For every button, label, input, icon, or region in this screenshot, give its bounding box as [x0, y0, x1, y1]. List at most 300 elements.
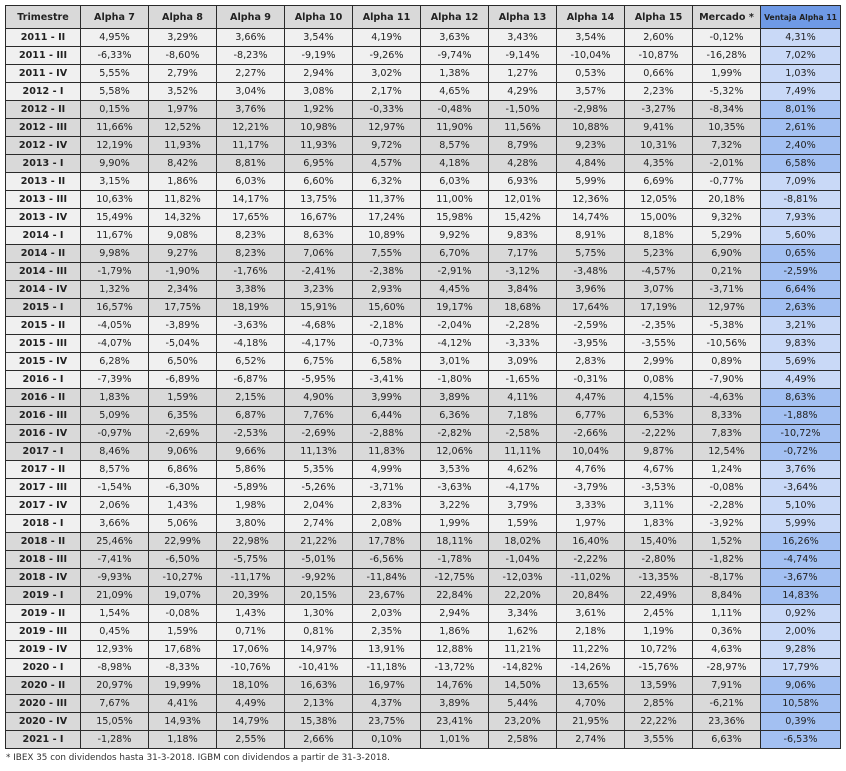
- cell-ventaja-alpha-11: -3,67%: [761, 569, 841, 587]
- cell-alpha-9: 3,76%: [217, 101, 285, 119]
- cell-alpha-15: -10,87%: [625, 47, 693, 65]
- cell-mercado: -16,28%: [693, 47, 761, 65]
- cell-alpha-14: -0,31%: [557, 371, 625, 389]
- cell-alpha-10: 2,94%: [285, 65, 353, 83]
- cell-alpha-15: 6,53%: [625, 407, 693, 425]
- cell-alpha-11: 11,37%: [353, 191, 421, 209]
- cell-alpha-7: -7,41%: [81, 551, 149, 569]
- cell-alpha-14: 16,40%: [557, 533, 625, 551]
- cell-alpha-7: 2,06%: [81, 497, 149, 515]
- cell-alpha-15: -4,57%: [625, 263, 693, 281]
- cell-ventaja-alpha-11: 5,10%: [761, 497, 841, 515]
- cell-alpha-14: 20,84%: [557, 587, 625, 605]
- cell-alpha-8: 19,99%: [149, 677, 217, 695]
- cell-alpha-7: -4,05%: [81, 317, 149, 335]
- cell-trimestre: 2015 - II: [6, 317, 81, 335]
- cell-alpha-7: -1,54%: [81, 479, 149, 497]
- cell-alpha-8: 2,34%: [149, 281, 217, 299]
- cell-alpha-10: 6,95%: [285, 155, 353, 173]
- cell-alpha-10: 7,06%: [285, 245, 353, 263]
- cell-mercado: 5,29%: [693, 227, 761, 245]
- header-mercado: Mercado *: [693, 6, 761, 29]
- cell-alpha-12: 18,11%: [421, 533, 489, 551]
- cell-trimestre: 2018 - II: [6, 533, 81, 551]
- cell-alpha-8: 17,75%: [149, 299, 217, 317]
- cell-alpha-12: -2,91%: [421, 263, 489, 281]
- cell-alpha-12: -12,75%: [421, 569, 489, 587]
- cell-alpha-10: 16,63%: [285, 677, 353, 695]
- cell-alpha-7: 1,83%: [81, 389, 149, 407]
- cell-alpha-15: -2,22%: [625, 425, 693, 443]
- cell-alpha-11: 6,32%: [353, 173, 421, 191]
- cell-alpha-9: 2,15%: [217, 389, 285, 407]
- cell-alpha-15: 10,72%: [625, 641, 693, 659]
- table-row: [6, 731, 841, 749]
- cell-alpha-14: 2,74%: [557, 731, 625, 749]
- cell-alpha-8: 9,06%: [149, 443, 217, 461]
- cell-trimestre: 2020 - III: [6, 695, 81, 713]
- cell-ventaja-alpha-11: -10,72%: [761, 425, 841, 443]
- cell-trimestre: 2017 - IV: [6, 497, 81, 515]
- cell-alpha-12: 23,41%: [421, 713, 489, 731]
- cell-alpha-7: 5,09%: [81, 407, 149, 425]
- cell-alpha-11: 2,08%: [353, 515, 421, 533]
- cell-alpha-12: -1,80%: [421, 371, 489, 389]
- cell-alpha-15: 22,22%: [625, 713, 693, 731]
- cell-ventaja-alpha-11: -6,53%: [761, 731, 841, 749]
- cell-trimestre: 2012 - III: [6, 119, 81, 137]
- cell-mercado: -7,90%: [693, 371, 761, 389]
- cell-alpha-8: 3,52%: [149, 83, 217, 101]
- cell-mercado: 8,84%: [693, 587, 761, 605]
- cell-alpha-14: 1,97%: [557, 515, 625, 533]
- cell-trimestre: 2015 - I: [6, 299, 81, 317]
- cell-alpha-10: 2,04%: [285, 497, 353, 515]
- table-row: [6, 389, 841, 407]
- cell-alpha-7: 12,19%: [81, 137, 149, 155]
- header-alpha-15: Alpha 15: [625, 6, 693, 29]
- cell-ventaja-alpha-11: -8,81%: [761, 191, 841, 209]
- cell-alpha-15: 2,23%: [625, 83, 693, 101]
- cell-alpha-11: 11,83%: [353, 443, 421, 461]
- cell-ventaja-alpha-11: 7,09%: [761, 173, 841, 191]
- cell-alpha-15: 9,87%: [625, 443, 693, 461]
- cell-alpha-12: -2,82%: [421, 425, 489, 443]
- cell-trimestre: 2018 - I: [6, 515, 81, 533]
- cell-alpha-11: 9,72%: [353, 137, 421, 155]
- cell-alpha-9: 1,98%: [217, 497, 285, 515]
- cell-alpha-10: -2,41%: [285, 263, 353, 281]
- cell-alpha-15: 6,69%: [625, 173, 693, 191]
- cell-ventaja-alpha-11: 6,58%: [761, 155, 841, 173]
- cell-alpha-11: 23,67%: [353, 587, 421, 605]
- cell-alpha-7: 9,90%: [81, 155, 149, 173]
- cell-mercado: 0,89%: [693, 353, 761, 371]
- cell-trimestre: 2019 - III: [6, 623, 81, 641]
- cell-alpha-14: -14,26%: [557, 659, 625, 677]
- cell-mercado: 20,18%: [693, 191, 761, 209]
- cell-alpha-15: 8,18%: [625, 227, 693, 245]
- cell-alpha-11: 13,91%: [353, 641, 421, 659]
- cell-alpha-13: -9,14%: [489, 47, 557, 65]
- cell-alpha-11: 17,24%: [353, 209, 421, 227]
- cell-alpha-8: 12,52%: [149, 119, 217, 137]
- cell-alpha-10: 7,76%: [285, 407, 353, 425]
- cell-trimestre: 2021 - I: [6, 731, 81, 749]
- cell-alpha-11: 3,02%: [353, 65, 421, 83]
- cell-alpha-8: 11,82%: [149, 191, 217, 209]
- cell-alpha-7: 25,46%: [81, 533, 149, 551]
- cell-alpha-9: 8,23%: [217, 245, 285, 263]
- cell-alpha-15: -2,80%: [625, 551, 693, 569]
- cell-trimestre: 2018 - III: [6, 551, 81, 569]
- cell-alpha-10: 11,13%: [285, 443, 353, 461]
- cell-alpha-14: -3,95%: [557, 335, 625, 353]
- cell-alpha-10: 4,90%: [285, 389, 353, 407]
- cell-mercado: -5,32%: [693, 83, 761, 101]
- cell-ventaja-alpha-11: 16,26%: [761, 533, 841, 551]
- table-row: [6, 299, 841, 317]
- cell-alpha-14: 5,99%: [557, 173, 625, 191]
- cell-alpha-9: 17,65%: [217, 209, 285, 227]
- cell-alpha-8: -3,89%: [149, 317, 217, 335]
- cell-alpha-8: -6,30%: [149, 479, 217, 497]
- cell-alpha-11: 17,78%: [353, 533, 421, 551]
- cell-alpha-13: -3,33%: [489, 335, 557, 353]
- table-row: [6, 695, 841, 713]
- cell-ventaja-alpha-11: 5,60%: [761, 227, 841, 245]
- cell-alpha-9: 6,87%: [217, 407, 285, 425]
- cell-alpha-11: 4,57%: [353, 155, 421, 173]
- cell-alpha-12: 9,92%: [421, 227, 489, 245]
- footnote: * IBEX 35 con dividendos hasta 31-3-2018. IGBM con dividendos a partir de 31-3-2018.: [6, 753, 390, 763]
- cell-alpha-8: 9,08%: [149, 227, 217, 245]
- cell-mercado: 7,32%: [693, 137, 761, 155]
- cell-alpha-9: 6,52%: [217, 353, 285, 371]
- cell-ventaja-alpha-11: 0,92%: [761, 605, 841, 623]
- cell-alpha-12: 4,65%: [421, 83, 489, 101]
- cell-alpha-15: 3,11%: [625, 497, 693, 515]
- cell-alpha-15: 17,19%: [625, 299, 693, 317]
- cell-trimestre: 2018 - IV: [6, 569, 81, 587]
- cell-alpha-13: -1,04%: [489, 551, 557, 569]
- cell-mercado: 10,35%: [693, 119, 761, 137]
- cell-alpha-10: 1,92%: [285, 101, 353, 119]
- cell-ventaja-alpha-11: 9,83%: [761, 335, 841, 353]
- cell-alpha-13: 11,11%: [489, 443, 557, 461]
- table-row: [6, 659, 841, 677]
- cell-alpha-12: 15,98%: [421, 209, 489, 227]
- table-row: [6, 371, 841, 389]
- cell-alpha-14: 3,61%: [557, 605, 625, 623]
- cell-alpha-8: 9,27%: [149, 245, 217, 263]
- table-row: [6, 353, 841, 371]
- table-row: [6, 443, 841, 461]
- cell-alpha-15: 2,45%: [625, 605, 693, 623]
- cell-alpha-12: -9,74%: [421, 47, 489, 65]
- cell-alpha-9: 2,27%: [217, 65, 285, 83]
- cell-trimestre: 2011 - II: [6, 29, 81, 47]
- cell-mercado: 6,63%: [693, 731, 761, 749]
- table-row: [6, 605, 841, 623]
- header-alpha-9: Alpha 9: [217, 6, 285, 29]
- cell-ventaja-alpha-11: 2,40%: [761, 137, 841, 155]
- cell-alpha-14: 10,88%: [557, 119, 625, 137]
- cell-alpha-10: -4,17%: [285, 335, 353, 353]
- cell-alpha-14: -2,66%: [557, 425, 625, 443]
- cell-trimestre: 2013 - III: [6, 191, 81, 209]
- cell-alpha-7: -7,39%: [81, 371, 149, 389]
- table-row: [6, 281, 841, 299]
- cell-alpha-7: 0,15%: [81, 101, 149, 119]
- cell-alpha-8: -5,04%: [149, 335, 217, 353]
- cell-trimestre: 2011 - III: [6, 47, 81, 65]
- cell-alpha-11: -6,56%: [353, 551, 421, 569]
- cell-alpha-8: 19,07%: [149, 587, 217, 605]
- table-row: [6, 191, 841, 209]
- cell-alpha-9: 20,39%: [217, 587, 285, 605]
- cell-alpha-9: -6,87%: [217, 371, 285, 389]
- cell-alpha-8: 6,86%: [149, 461, 217, 479]
- cell-alpha-14: -3,48%: [557, 263, 625, 281]
- cell-ventaja-alpha-11: 5,99%: [761, 515, 841, 533]
- cell-alpha-10: -4,68%: [285, 317, 353, 335]
- cell-alpha-14: 4,84%: [557, 155, 625, 173]
- cell-ventaja-alpha-11: 9,06%: [761, 677, 841, 695]
- cell-alpha-13: -14,82%: [489, 659, 557, 677]
- cell-trimestre: 2016 - I: [6, 371, 81, 389]
- cell-alpha-11: 16,97%: [353, 677, 421, 695]
- cell-ventaja-alpha-11: 17,79%: [761, 659, 841, 677]
- cell-alpha-12: 6,03%: [421, 173, 489, 191]
- cell-alpha-12: 4,18%: [421, 155, 489, 173]
- cell-ventaja-alpha-11: 8,63%: [761, 389, 841, 407]
- cell-alpha-14: -10,04%: [557, 47, 625, 65]
- cell-alpha-9: 14,17%: [217, 191, 285, 209]
- cell-trimestre: 2013 - II: [6, 173, 81, 191]
- cell-alpha-12: 14,76%: [421, 677, 489, 695]
- cell-alpha-9: -8,23%: [217, 47, 285, 65]
- cell-trimestre: 2020 - IV: [6, 713, 81, 731]
- cell-alpha-15: 2,60%: [625, 29, 693, 47]
- cell-mercado: 1,11%: [693, 605, 761, 623]
- cell-alpha-12: -2,04%: [421, 317, 489, 335]
- table-row: [6, 227, 841, 245]
- cell-alpha-15: 2,99%: [625, 353, 693, 371]
- cell-alpha-13: 7,17%: [489, 245, 557, 263]
- table-row: [6, 245, 841, 263]
- header-ventaja-alpha-11: Ventaja Alpha 11: [761, 6, 841, 29]
- table-row: [6, 515, 841, 533]
- cell-alpha-12: 8,57%: [421, 137, 489, 155]
- cell-alpha-8: -1,90%: [149, 263, 217, 281]
- cell-alpha-11: -3,71%: [353, 479, 421, 497]
- cell-alpha-12: 2,94%: [421, 605, 489, 623]
- cell-alpha-11: 6,44%: [353, 407, 421, 425]
- cell-ventaja-alpha-11: 3,76%: [761, 461, 841, 479]
- cell-mercado: 6,90%: [693, 245, 761, 263]
- cell-alpha-15: 4,35%: [625, 155, 693, 173]
- cell-alpha-8: 1,18%: [149, 731, 217, 749]
- cell-mercado: -8,17%: [693, 569, 761, 587]
- cell-alpha-12: 3,89%: [421, 695, 489, 713]
- cell-alpha-12: 19,17%: [421, 299, 489, 317]
- cell-alpha-13: 4,11%: [489, 389, 557, 407]
- cell-alpha-7: 9,98%: [81, 245, 149, 263]
- cell-mercado: 1,24%: [693, 461, 761, 479]
- cell-alpha-10: 8,63%: [285, 227, 353, 245]
- cell-alpha-14: 14,74%: [557, 209, 625, 227]
- cell-alpha-14: 4,70%: [557, 695, 625, 713]
- cell-alpha-15: 2,85%: [625, 695, 693, 713]
- cell-trimestre: 2012 - II: [6, 101, 81, 119]
- header-alpha-7: Alpha 7: [81, 6, 149, 29]
- cell-alpha-11: -0,73%: [353, 335, 421, 353]
- cell-mercado: 4,63%: [693, 641, 761, 659]
- cell-alpha-13: 3,09%: [489, 353, 557, 371]
- cell-trimestre: 2019 - II: [6, 605, 81, 623]
- cell-alpha-13: 1,59%: [489, 515, 557, 533]
- cell-alpha-13: 6,93%: [489, 173, 557, 191]
- cell-alpha-9: 18,19%: [217, 299, 285, 317]
- cell-alpha-8: 3,29%: [149, 29, 217, 47]
- cell-mercado: -2,01%: [693, 155, 761, 173]
- cell-alpha-8: 1,59%: [149, 623, 217, 641]
- cell-alpha-8: 11,93%: [149, 137, 217, 155]
- cell-trimestre: 2019 - IV: [6, 641, 81, 659]
- cell-alpha-12: 3,22%: [421, 497, 489, 515]
- table-row: [6, 479, 841, 497]
- cell-mercado: -2,28%: [693, 497, 761, 515]
- cell-ventaja-alpha-11: -3,64%: [761, 479, 841, 497]
- cell-alpha-11: 23,75%: [353, 713, 421, 731]
- cell-alpha-7: 1,54%: [81, 605, 149, 623]
- cell-alpha-11: 2,93%: [353, 281, 421, 299]
- cell-ventaja-alpha-11: 1,03%: [761, 65, 841, 83]
- cell-ventaja-alpha-11: 6,64%: [761, 281, 841, 299]
- cell-alpha-7: 16,57%: [81, 299, 149, 317]
- cell-alpha-13: 4,28%: [489, 155, 557, 173]
- cell-alpha-8: 8,42%: [149, 155, 217, 173]
- cell-ventaja-alpha-11: 2,00%: [761, 623, 841, 641]
- cell-alpha-12: 3,53%: [421, 461, 489, 479]
- cell-alpha-13: 1,62%: [489, 623, 557, 641]
- header-alpha-12: Alpha 12: [421, 6, 489, 29]
- cell-alpha-8: -2,69%: [149, 425, 217, 443]
- cell-trimestre: 2014 - II: [6, 245, 81, 263]
- cell-ventaja-alpha-11: -2,59%: [761, 263, 841, 281]
- table-row: [6, 713, 841, 731]
- cell-alpha-12: 22,84%: [421, 587, 489, 605]
- cell-alpha-11: 15,60%: [353, 299, 421, 317]
- cell-alpha-12: 3,01%: [421, 353, 489, 371]
- cell-alpha-15: -3,53%: [625, 479, 693, 497]
- cell-alpha-7: 20,97%: [81, 677, 149, 695]
- cell-alpha-9: -11,17%: [217, 569, 285, 587]
- cell-alpha-9: -2,53%: [217, 425, 285, 443]
- table-row: [6, 461, 841, 479]
- cell-ventaja-alpha-11: 7,02%: [761, 47, 841, 65]
- cell-alpha-13: 7,18%: [489, 407, 557, 425]
- cell-alpha-9: 11,17%: [217, 137, 285, 155]
- cell-alpha-11: -11,84%: [353, 569, 421, 587]
- cell-alpha-7: 7,67%: [81, 695, 149, 713]
- cell-alpha-13: -2,28%: [489, 317, 557, 335]
- cell-alpha-15: -13,35%: [625, 569, 693, 587]
- cell-alpha-10: 14,97%: [285, 641, 353, 659]
- cell-alpha-15: 12,05%: [625, 191, 693, 209]
- cell-alpha-9: 12,21%: [217, 119, 285, 137]
- cell-alpha-15: 15,00%: [625, 209, 693, 227]
- cell-alpha-15: -2,35%: [625, 317, 693, 335]
- cell-alpha-8: 6,35%: [149, 407, 217, 425]
- cell-trimestre: 2014 - III: [6, 263, 81, 281]
- cell-alpha-9: 14,79%: [217, 713, 285, 731]
- cell-alpha-10: -5,26%: [285, 479, 353, 497]
- cell-alpha-10: 15,91%: [285, 299, 353, 317]
- cell-mercado: 9,32%: [693, 209, 761, 227]
- cell-alpha-10: 6,75%: [285, 353, 353, 371]
- cell-mercado: 7,91%: [693, 677, 761, 695]
- table-row: [6, 587, 841, 605]
- cell-trimestre: 2016 - IV: [6, 425, 81, 443]
- cell-mercado: 1,52%: [693, 533, 761, 551]
- cell-alpha-12: -4,12%: [421, 335, 489, 353]
- cell-ventaja-alpha-11: 2,61%: [761, 119, 841, 137]
- cell-alpha-8: 1,43%: [149, 497, 217, 515]
- cell-alpha-13: 12,01%: [489, 191, 557, 209]
- header-alpha-11: Alpha 11: [353, 6, 421, 29]
- cell-alpha-7: 11,67%: [81, 227, 149, 245]
- cell-trimestre: 2012 - IV: [6, 137, 81, 155]
- cell-alpha-8: 1,97%: [149, 101, 217, 119]
- cell-alpha-15: 4,67%: [625, 461, 693, 479]
- cell-alpha-14: 11,22%: [557, 641, 625, 659]
- cell-alpha-14: 2,83%: [557, 353, 625, 371]
- cell-trimestre: 2015 - IV: [6, 353, 81, 371]
- cell-alpha-9: 0,71%: [217, 623, 285, 641]
- table-row: [6, 47, 841, 65]
- table-body: [6, 29, 841, 749]
- cell-trimestre: 2012 - I: [6, 83, 81, 101]
- header-row: [6, 6, 841, 29]
- cell-alpha-11: 3,99%: [353, 389, 421, 407]
- cell-alpha-14: 3,57%: [557, 83, 625, 101]
- cell-alpha-13: 2,58%: [489, 731, 557, 749]
- cell-alpha-13: -12,03%: [489, 569, 557, 587]
- cell-alpha-13: -1,50%: [489, 101, 557, 119]
- cell-alpha-7: 3,66%: [81, 515, 149, 533]
- cell-alpha-14: 8,91%: [557, 227, 625, 245]
- cell-alpha-8: 14,32%: [149, 209, 217, 227]
- cell-mercado: 7,83%: [693, 425, 761, 443]
- cell-alpha-9: 17,06%: [217, 641, 285, 659]
- table-row: [6, 407, 841, 425]
- cell-alpha-7: -6,33%: [81, 47, 149, 65]
- cell-alpha-14: 3,96%: [557, 281, 625, 299]
- cell-alpha-15: 10,31%: [625, 137, 693, 155]
- cell-alpha-9: 3,80%: [217, 515, 285, 533]
- cell-alpha-14: 9,23%: [557, 137, 625, 155]
- cell-trimestre: 2017 - II: [6, 461, 81, 479]
- cell-alpha-15: -3,55%: [625, 335, 693, 353]
- cell-alpha-13: 18,68%: [489, 299, 557, 317]
- table-row: [6, 137, 841, 155]
- table-row: [6, 497, 841, 515]
- cell-alpha-7: -9,93%: [81, 569, 149, 587]
- cell-mercado: -5,38%: [693, 317, 761, 335]
- cell-alpha-10: 3,08%: [285, 83, 353, 101]
